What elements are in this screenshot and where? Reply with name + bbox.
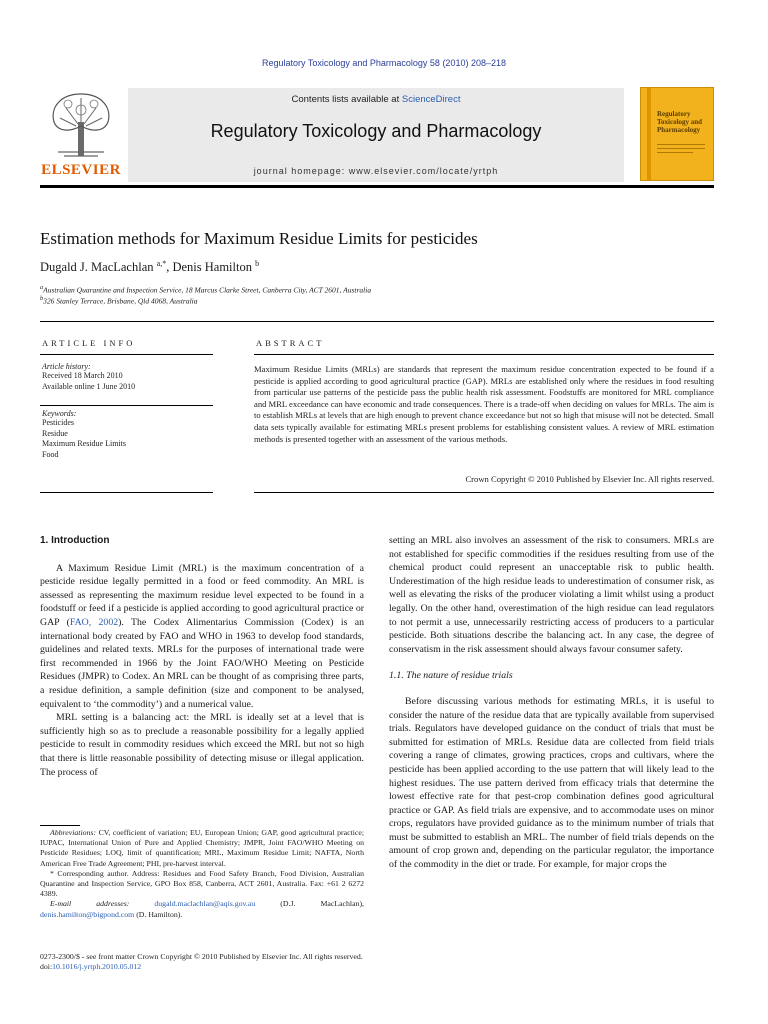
- cover-title: Regulatory Toxicology and Pharmacology: [657, 110, 703, 134]
- footnote-text: CV, coefficient of variation; EU, European Union; GAP, good agricultural practice; IUPAC, International Union of Pure and Applied Chemistry; JMPR, Joint FAO/WHO Meeting on Pesticide Residues; LOQ, limit of quantification; MRL, Maximum Residue Limit; NAFTA, North American Free Trade Agreement; PHI, pre-harvest interval.: [40, 828, 364, 868]
- footnote-text: (D. Hamilton).: [134, 909, 183, 919]
- footnote-emails: [40, 899, 364, 919]
- online-date: Available online 1 June 2010: [42, 381, 136, 391]
- affiliation-a: [40, 284, 371, 295]
- author-affiliation-mark: b: [255, 259, 260, 268]
- paragraph: MRL setting is a balancing act: the MRL is ideally set at a level that is sufficiently high so as to preclude a reasonable possibility for a legally applied pesticide to result in commodity residues which exceed the MRL but not so high that there is little reasonable possibility of detecting misuse or illegal application. The process of: [40, 712, 364, 778]
- journal-citation: Regulatory Toxicology and Pharmacology 58 (2010) 208–218: [262, 58, 506, 68]
- keyword: Food: [42, 449, 59, 459]
- author-name: Dugald J. MacLachlan: [40, 260, 154, 275]
- author-line: [40, 259, 259, 275]
- footnote-label: Abbreviations:: [50, 828, 97, 837]
- doi-link[interactable]: 10.1016/j.yrtph.2010.05.012: [52, 962, 142, 972]
- footnote-abbreviations: [40, 828, 364, 869]
- author-affiliation-mark: a,*: [156, 259, 167, 268]
- subsection-heading: 1.1. The nature of residue trials: [389, 670, 513, 682]
- keywords-block: [42, 409, 214, 460]
- article-title: Estimation methods for Maximum Residue Limits for pesticides: [40, 229, 478, 248]
- author-name: Denis Hamilton: [172, 260, 252, 275]
- received-date: Received 18 March 2010: [42, 371, 123, 380]
- left-column: [40, 534, 364, 779]
- keyword: Maximum Residue Limits: [42, 439, 126, 448]
- keywords-label: Keywords:: [42, 409, 77, 418]
- paragraph-text: A Maximum Residue Limit (MRL) is the maximum concentration of a pesticide residue legally permitted in a food or feed commodity. An MRL is assessed as representing the maximum residue level expected to be found in a foodstuff or feed if a pesticide is applied according to good agricultural practice or GAP (: [40, 562, 364, 628]
- journal-title: Regulatory Toxicology and Pharmacology: [210, 121, 542, 141]
- footnote-rule: [40, 825, 80, 826]
- elsevier-logo: [40, 88, 122, 182]
- divider: [40, 354, 213, 355]
- doi-line: [40, 962, 540, 972]
- divider: [254, 354, 714, 355]
- footnote-corresponding: [40, 869, 364, 900]
- front-matter: [40, 952, 540, 972]
- history-label: Article history:: [42, 362, 91, 371]
- cover-rule: [657, 152, 693, 153]
- abstract-text: Maximum Residue Limits (MRLs) are standards that represent the maximum residue concentration expected to be found if a pesticide is applied according to good agricultural practice (GAP). MRLs are established only where the residues in food resulting from particular use patterns of the pesticide pass the public health risk assessment. Foodstuffs are monitored for MRL compliance and MRL exceedance can have economic and trade consequences. There is a trade-off when deciding on values for MRLs. The aim is to establish MRLs at levels that are high enough to prevent chance exceedance but not so high that misuse will not be detected. Small data sets typically available for estimating MRLs present problems for establishing consistent values. A review of MRL estimation methods is presented together with an assessment of the various methods.: [254, 364, 714, 444]
- footnote-mark: *: [50, 868, 54, 878]
- doi-prefix: doi:: [40, 962, 53, 972]
- issn-line: 0273-2300/$ - see front matter Crown Copyright © 2010 Published by Elsevier Inc. All rights reserved.: [40, 952, 363, 961]
- paragraph: Before discussing various methods for estimating MRLs, it is useful to consider the nature of the residue data that are typically available from supervised trials. Regulators have developed guidance on the conduct of trials that must be submitted for estimation of MRLs. Residue data are collected from field trials covering a range of climates, growing practices, crops and cultivars, where the pesticide has been applied according to the use pattern that will likely lead to the highest residues. The use pattern derived from efficacy trials that determine the lowest effective rate for that pest-crop combination defines good agricultural practice or GAP. As field trials are expensive, and to accommodate uses on minor crops, regulators have provided guidance as to the minimum number of trials that must be submitted to establish an MRL. The number of field trials depends on the amount of crop grown and, depending on the particular regulator, the importance of the commodity in the diet or trade. For example, for major crops the: [389, 695, 714, 871]
- affiliation-text: Australian Quarantine and Inspection Service, 18 Marcus Clarke Street, Canberra City, ACT 2601, Australia: [43, 285, 372, 295]
- divider: [40, 321, 714, 322]
- article-info-heading: ARTICLE INFO: [42, 338, 136, 348]
- sciencedirect-link[interactable]: ScienceDirect: [401, 94, 461, 105]
- right-column: [389, 534, 714, 872]
- divider: [40, 492, 213, 493]
- tree-icon: [46, 88, 116, 160]
- footnotes: [40, 828, 364, 920]
- contents-line: [128, 94, 624, 105]
- abstract-copyright: Crown Copyright © 2010 Published by Elsevier Inc. All rights reserved.: [465, 474, 714, 484]
- cover-strip: [647, 88, 651, 180]
- footnote-text: Corresponding author. Address: Residues and Food Safety Branch, Food Division, Australian Quarantine and Inspection Service, GPO Box 858, Canberra, ACT 2601, Australia. Fax: +61 2 6272 4389.: [40, 868, 364, 899]
- divider: [40, 405, 213, 406]
- footnote-text: (D.J. MacLachlan),: [255, 899, 364, 909]
- journal-homepage[interactable]: journal homepage: www.elsevier.com/locate/yrtph: [253, 166, 499, 176]
- journal-cover: [640, 87, 714, 181]
- keyword: Residue: [42, 428, 68, 438]
- affiliation-b: [40, 295, 198, 306]
- section-heading-introduction: 1. Introduction: [40, 535, 110, 546]
- cover-rule: [657, 148, 705, 149]
- affiliation-mark: a: [40, 284, 44, 291]
- contents-prefix: Contents lists available at: [291, 94, 402, 105]
- email-link[interactable]: dugald.maclachlan@aqis.gov.au: [154, 899, 256, 909]
- paragraph: [40, 562, 364, 712]
- article-history: [42, 362, 214, 392]
- paragraph-text: ). The Codex Alimentarius Commission (Codex) is an international body created by FAO and WHO in 1963 to develop food standards, guidelines and related texts. MRLs for the purposes of international trade were first recommended in 1966 by the Joint FAO/WHO Meeting on Pesticide Residues (JMPR) to Codex. An MRL can be thought of as comprising three parts, a residue definition, a sample definition (size and component to be analysed, equivalent to ‘the commodity’) and a numerical value.: [40, 616, 364, 710]
- email-link[interactable]: denis.hamilton@bigpond.com: [40, 909, 135, 919]
- cover-rule: [657, 144, 705, 145]
- divider: [254, 492, 714, 493]
- affiliation-mark: b: [40, 295, 44, 302]
- journal-header-band: [128, 88, 624, 182]
- keyword: Pesticides: [42, 418, 74, 427]
- footnote-label: E-mail addresses:: [50, 899, 130, 909]
- publisher-name: ELSEVIER: [41, 162, 121, 178]
- author-separator: ,: [166, 260, 173, 275]
- paragraph: setting an MRL also involves an assessment of the risk to consumers. MRLs are not established for specific commodities if the residues resulting from use of the chemical product could represent an unacceptable risk to public health. Underestimation of the high residue leads to underestimation of consumer risk, as well as elevating the risks of the producer violating a limit whilst using a product legally. On the other hand, overestimation of the high residue can lead regulators to not permit a use, unnecessarily restricting access of producers to a particular pesticide. Both situations describe the balancing act. In any case, the degree of conservatism in the risk assessment should always favour consumer safety.: [389, 535, 714, 655]
- abstract-heading: ABSTRACT: [256, 338, 325, 348]
- citation-link[interactable]: FAO, 2002: [69, 616, 119, 628]
- affiliation-text: 326 Stanley Terrace, Brisbane, Qld 4068, Australia: [43, 296, 198, 306]
